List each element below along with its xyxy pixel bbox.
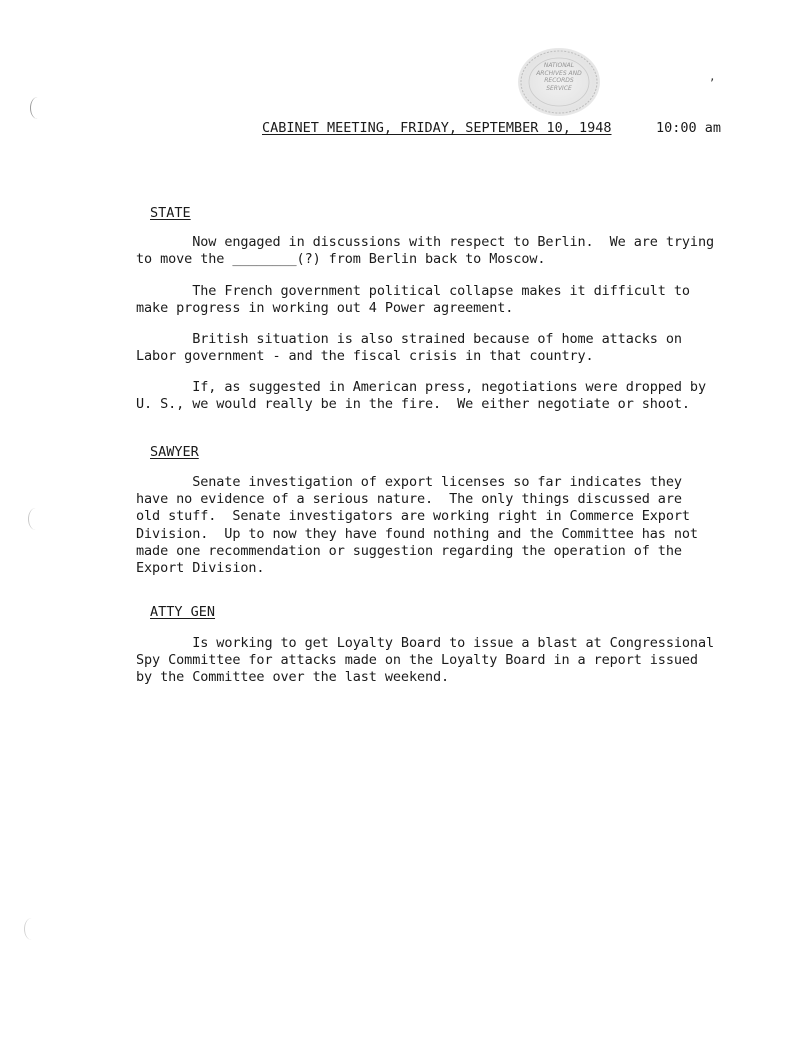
meeting-title: CABINET MEETING, FRIDAY, SEPTEMBER 10, 1948: [262, 120, 612, 136]
paragraph: Senate investigation of export licenses so far indicates they have no evidence of a serious nature. The only things discussed are old stuff. Senate investigators are working right in Commerce Export Division. Up to now they have found nothing and the Committee has not made one recommendation or suggestion regarding the operation of the Export Division.: [136, 474, 698, 577]
section-heading: ATTY GEN: [150, 604, 216, 620]
section-heading: STATE: [150, 205, 191, 221]
section-heading: SAWYER: [150, 444, 199, 460]
stamp-line: ARCHIVES AND: [536, 69, 582, 77]
section-sawyer: [150, 443, 730, 461]
stamp-line: NATIONAL: [543, 62, 575, 69]
paragraph: British situation is also strained because of home attacks on Labor government - and the fiscal crisis in that country.: [136, 331, 682, 365]
paragraph: The French government political collapse makes it difficult to make progress in working out 4 Power agreement.: [136, 283, 690, 317]
stray-mark: ,: [709, 70, 716, 83]
paragraph: Now engaged in discussions with respect to Berlin. We are trying to move the ________(?) from Berlin back to Moscow.: [136, 234, 715, 268]
archives-stamp: [518, 48, 600, 116]
punch-hole-mark: [30, 97, 45, 119]
section-state-body: [136, 283, 716, 317]
section-state-body: [136, 331, 716, 365]
section-atty-gen-body: [136, 635, 716, 687]
section-atty-gen: [150, 603, 730, 621]
section-state-body: [136, 234, 716, 268]
section-state: [150, 204, 730, 222]
punch-hole-mark: [24, 918, 39, 940]
paragraph: If, as suggested in American press, negotiations were dropped by U. S., we would really be in the fire. We either negotiate or shoot.: [136, 379, 706, 413]
section-state-body: [136, 379, 716, 413]
punch-hole-mark: [28, 508, 43, 530]
stamp-text: [518, 62, 600, 92]
section-sawyer-body: [136, 474, 716, 577]
meeting-title-row: [262, 120, 612, 136]
paragraph: Is working to get Loyalty Board to issue a blast at Congressional Spy Committee for attacks made on the Loyalty Board in a report issued by the Committee over the last weekend.: [136, 635, 715, 686]
stamp-line: RECORDS: [544, 77, 574, 84]
meeting-time: 10:00 am: [656, 120, 722, 136]
stamp-line: SERVICE: [546, 84, 572, 92]
